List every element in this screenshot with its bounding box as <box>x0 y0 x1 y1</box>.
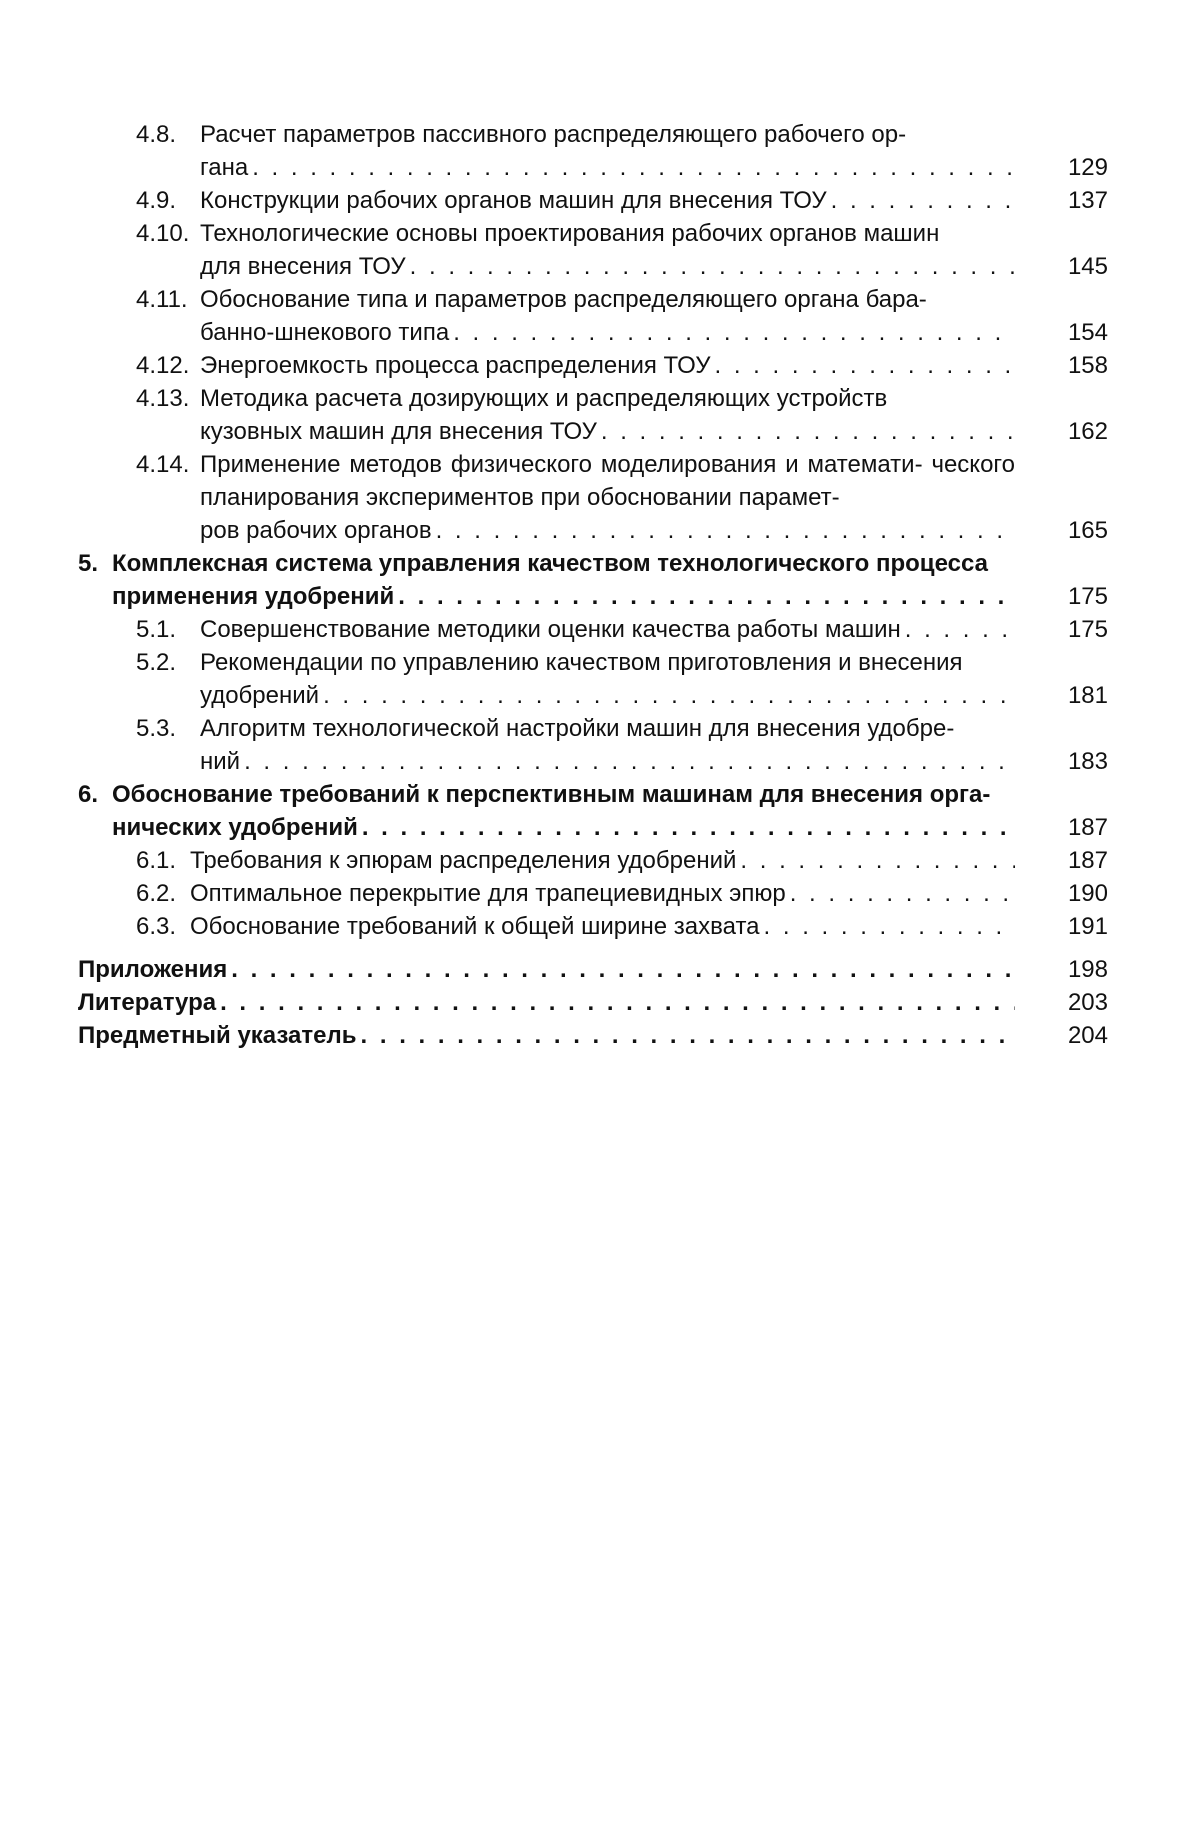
toc-page: 198 <box>1067 956 1108 983</box>
toc-chapter-6[interactable] <box>0 778 1200 844</box>
leader-dots <box>252 151 1015 184</box>
section-gap <box>0 943 1200 953</box>
toc-title: Конструкции рабочих органов машин для внесения ТОУ <box>200 187 827 214</box>
toc-title-end: для внесения ТОУ <box>200 253 406 280</box>
toc-chapter-5[interactable] <box>0 547 1200 613</box>
leader-dots <box>436 514 1015 547</box>
toc-page: 183 <box>1067 748 1108 775</box>
toc-title: Энергоемкость процесса распределения ТОУ <box>200 352 711 379</box>
toc-number: 6.3. <box>136 913 177 940</box>
toc-entry-4-9[interactable] <box>0 184 1200 217</box>
leader-dots <box>398 580 1015 613</box>
toc-title: Применение методов физического моделирования и математи- ческого планирования экспериментов при обосновании парамет- <box>200 451 1015 511</box>
toc-title: Совершенствование методики оценки качества работы машин <box>200 616 901 643</box>
toc-page: 162 <box>1067 418 1108 445</box>
toc-title-end: банно-шнекового типа <box>200 319 450 346</box>
toc-page: 145 <box>1067 253 1108 280</box>
toc-title-end: удобрений <box>200 682 320 709</box>
toc-entry-4-14[interactable] <box>0 448 1200 547</box>
toc-number: 6.1. <box>136 847 177 874</box>
toc-page: 190 <box>1067 880 1108 907</box>
toc-number: 5. <box>78 550 99 577</box>
toc-title-end: нических удобрений <box>112 814 358 841</box>
leader-dots <box>453 316 1015 349</box>
toc-title-end: применения удобрений <box>112 583 395 610</box>
toc-page: 165 <box>1067 517 1108 544</box>
toc-title-end: ний <box>200 748 241 775</box>
toc-entry-4-11[interactable] <box>0 283 1200 349</box>
toc-number: 5.1. <box>136 616 177 643</box>
toc-title-end: кузовных машин для внесения ТОУ <box>200 418 597 445</box>
toc-title: Расчет параметров пассивного распределяющего рабочего ор- <box>200 121 907 148</box>
leader-dots <box>764 910 1015 943</box>
toc-title: Оптимальное перекрытие для трапециевидных эпюр <box>190 880 786 907</box>
toc-number: 5.2. <box>136 649 177 676</box>
toc-number: 5.3. <box>136 715 177 742</box>
toc-title: Обоснование типа и параметров распределяющего органа бара- <box>200 286 927 313</box>
toc-title: Методика расчета дозирующих и распределяющих устройств <box>200 385 888 412</box>
toc-title-end: гана <box>200 154 249 181</box>
leader-dots <box>905 613 1015 646</box>
toc-title: Требования к эпюрам распределения удобрений <box>190 847 737 874</box>
leader-dots <box>244 745 1015 778</box>
toc-number: 4.10. <box>136 220 190 247</box>
toc-entry-5-3[interactable] <box>0 712 1200 778</box>
leader-dots <box>231 953 1015 986</box>
toc-page: 154 <box>1067 319 1108 346</box>
leader-dots <box>601 415 1015 448</box>
toc-subject-index[interactable] <box>0 1019 1200 1052</box>
toc-entry-6-3[interactable] <box>0 910 1200 943</box>
toc-title: Литература <box>78 989 217 1016</box>
toc-page: 175 <box>1067 616 1108 643</box>
leader-dots <box>790 877 1015 910</box>
toc-page: 187 <box>1067 847 1108 874</box>
toc-entry-4-10[interactable] <box>0 217 1200 283</box>
toc-entry-6-1[interactable] <box>0 844 1200 877</box>
toc-page: 191 <box>1067 913 1108 940</box>
toc-entry-4-12[interactable] <box>0 349 1200 382</box>
toc-entry-4-13[interactable] <box>0 382 1200 448</box>
leader-dots <box>410 250 1015 283</box>
toc-title: Рекомендации по управлению качеством приготовления и внесения <box>200 649 963 676</box>
toc-number: 4.11. <box>136 286 188 313</box>
toc-title: Предметный указатель <box>78 1022 357 1049</box>
toc-title: Обоснование требований к перспективным машинам для внесения орга- <box>112 781 991 808</box>
toc-title: Приложения <box>78 956 228 983</box>
toc-entry-4-8[interactable] <box>0 118 1200 184</box>
leader-dots <box>362 811 1015 844</box>
toc-title: Технологические основы проектирования рабочих органов машин <box>200 220 940 247</box>
toc-page: 187 <box>1067 814 1108 841</box>
toc-title: Алгоритм технологической настройки машин для внесения удобре- <box>200 715 955 742</box>
toc-literature[interactable] <box>0 986 1200 1019</box>
toc-number: 4.13. <box>136 385 190 412</box>
toc-number: 4.8. <box>136 121 177 148</box>
toc-title: Обоснование требований к общей ширине захвата <box>190 913 760 940</box>
toc-page: 181 <box>1067 682 1108 709</box>
toc-page: 204 <box>1067 1022 1108 1049</box>
leader-dots <box>361 1019 1015 1052</box>
toc-entry-5-2[interactable] <box>0 646 1200 712</box>
toc-page: 175 <box>1067 583 1108 610</box>
toc-number: 4.9. <box>136 187 177 214</box>
toc-number: 6.2. <box>136 880 177 907</box>
toc-page: 158 <box>1067 352 1108 379</box>
toc-title: Комплексная система управления качеством технологического процесса <box>112 550 988 577</box>
toc-title-end: ров рабочих органов <box>200 517 432 544</box>
toc-entry-5-1[interactable] <box>0 613 1200 646</box>
toc-number: 6. <box>78 781 99 808</box>
toc-number: 4.12. <box>136 352 190 379</box>
toc-appendices[interactable] <box>0 953 1200 986</box>
leader-dots <box>220 986 1015 1019</box>
leader-dots <box>323 679 1015 712</box>
toc-page: 137 <box>1067 187 1108 214</box>
toc-page: 203 <box>1067 989 1108 1016</box>
toc-entry-6-2[interactable] <box>0 877 1200 910</box>
toc-number: 4.14. <box>136 451 190 478</box>
toc-page: 129 <box>1067 154 1108 181</box>
leader-dots <box>740 844 1015 877</box>
table-of-contents <box>0 118 1200 1052</box>
leader-dots <box>715 349 1016 382</box>
leader-dots <box>831 184 1015 217</box>
